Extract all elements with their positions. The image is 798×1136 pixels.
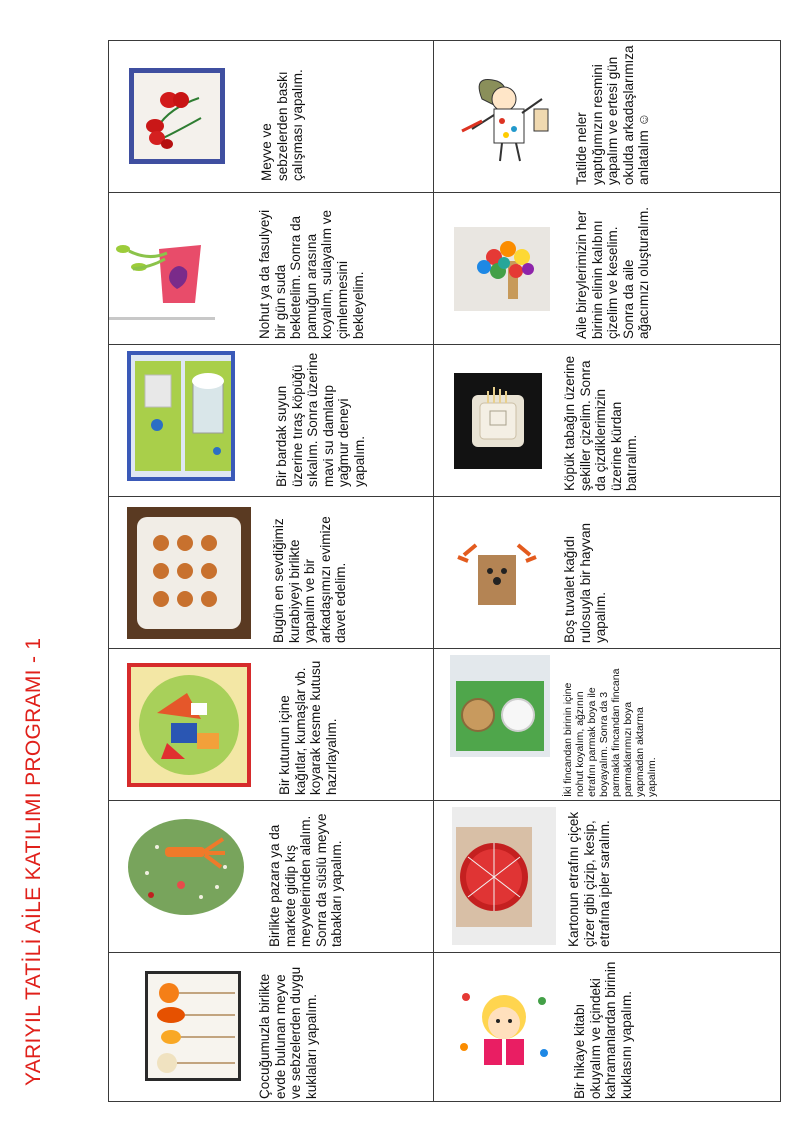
activity-text-family-tree: Aile bireylerimizin her birinin elinin kalıbını çizelim ve keselim. Sonra da aile ağacımızı oluşturalım. (574, 206, 652, 339)
cutting-box-image (127, 663, 251, 787)
rain-experiment-image (127, 351, 235, 481)
activity-text-cookies: Bugün en sevdiğimiz kurabiyeyi birlikte yapalım ve bir arkadaşımızı evimize davet edelim. (271, 516, 349, 643)
story-book-child-image (454, 977, 554, 1075)
activity-cell-fruit-print (109, 41, 434, 193)
activity-text-cardboard-flower: Kartonun etrafını çiçek çizer gibi çizip, kesip, etrafına ipler saralım. (566, 811, 613, 947)
toilet-roll-animal-image (454, 535, 540, 611)
cookies-image (127, 507, 251, 639)
activity-cell-toilet-roll (434, 497, 781, 649)
activity-cell-cardboard-flower (434, 801, 781, 953)
activity-grid (108, 40, 781, 1102)
activity-text-story-puppet: Bir hikaye kitabı okuyalım ve içindeki kahramanlardan birinin kuklasını yapalım. (572, 961, 634, 1099)
fruit-plate-image (127, 817, 245, 917)
emotion-puppets-image (145, 971, 241, 1081)
cardboard-flower-image (452, 807, 556, 945)
activity-text-fruit-print: Meyve ve sebzelerden baskı çalışması yapalım. (259, 69, 306, 181)
cups-chickpea-image (450, 655, 550, 757)
activity-text-drawing: Tatilde neler yaptığımızın resmini yapalım ve ertesi gün okulda arkadaşlarımıza anlatalım ☺ (574, 45, 652, 185)
activity-text-fruit-plate: Birlikte pazara ya da markete gidip kış meyvelerinden alalım. Sonra da süslü meyve tabakları yapalım. (267, 813, 345, 947)
activity-text-cutting-box: Bir kutunun içine kağıtlar, kumaşlar vb. koyarak kesme kutusu hazırlayalım. (277, 660, 339, 795)
activity-cell-family-tree (434, 193, 781, 345)
page-title: YARIYIL TATİLİ AİLE KATILIMI PROGRAMI - 1 (22, 637, 45, 1086)
activity-cell-foam-plate (434, 345, 781, 497)
family-tree-image (454, 227, 550, 311)
activity-cell-chickpea (109, 193, 434, 345)
activity-text-cups: İki fincandan birinin içine nohut koyalım, ağzının etrafını parmak boya ile boyayalım. Sonra da 3 parmakla fincandan fincana parmaklarımızı boya yapmadan aktarma yapalım. (562, 668, 658, 797)
activity-cell-cups (434, 649, 781, 801)
activity-text-rain-experiment: Bir bardak suyun üzerine tıraş köpüğü sıkalım. Sonra üzerine mavi su damlatıp yağmur deneyi yapalım. (274, 352, 367, 487)
chickpea-sprout-image (109, 211, 215, 323)
drawing-child-image (442, 69, 554, 171)
activity-text-chickpea: Nohut ya da fasulyeyi bir gün suda bekletelim. Sonra da pamuğun arasına koyalım, sulayalım ve çimlenmesini bekleyelim. (257, 209, 366, 339)
activity-cell-emotion-puppets (109, 953, 434, 1102)
foam-plate-image (454, 373, 542, 469)
activity-cell-drawing (434, 41, 781, 193)
activity-cell-cookies (109, 497, 434, 649)
fruit-print-image (129, 68, 225, 164)
activity-text-emotion-puppets: Çocuğumuzla birlikte evde bulunan meyve ve sebzelerden duygu kuklaları yapalım. (257, 966, 319, 1099)
activity-cell-story-puppet (434, 953, 781, 1102)
activity-cell-fruit-plate (109, 801, 434, 953)
activity-cell-cutting-box (109, 649, 434, 801)
activity-text-toilet-roll: Boş tuvalet kağıdı rulosuyla bir hayvan yapalım. (562, 522, 609, 643)
activity-text-foam-plate: Köpük tabağın üzerine şekiller çizelim. Sonra da çizdiklerimizin üzerine kürdan batıralım. (562, 355, 640, 491)
activity-cell-rain-experiment (109, 345, 434, 497)
